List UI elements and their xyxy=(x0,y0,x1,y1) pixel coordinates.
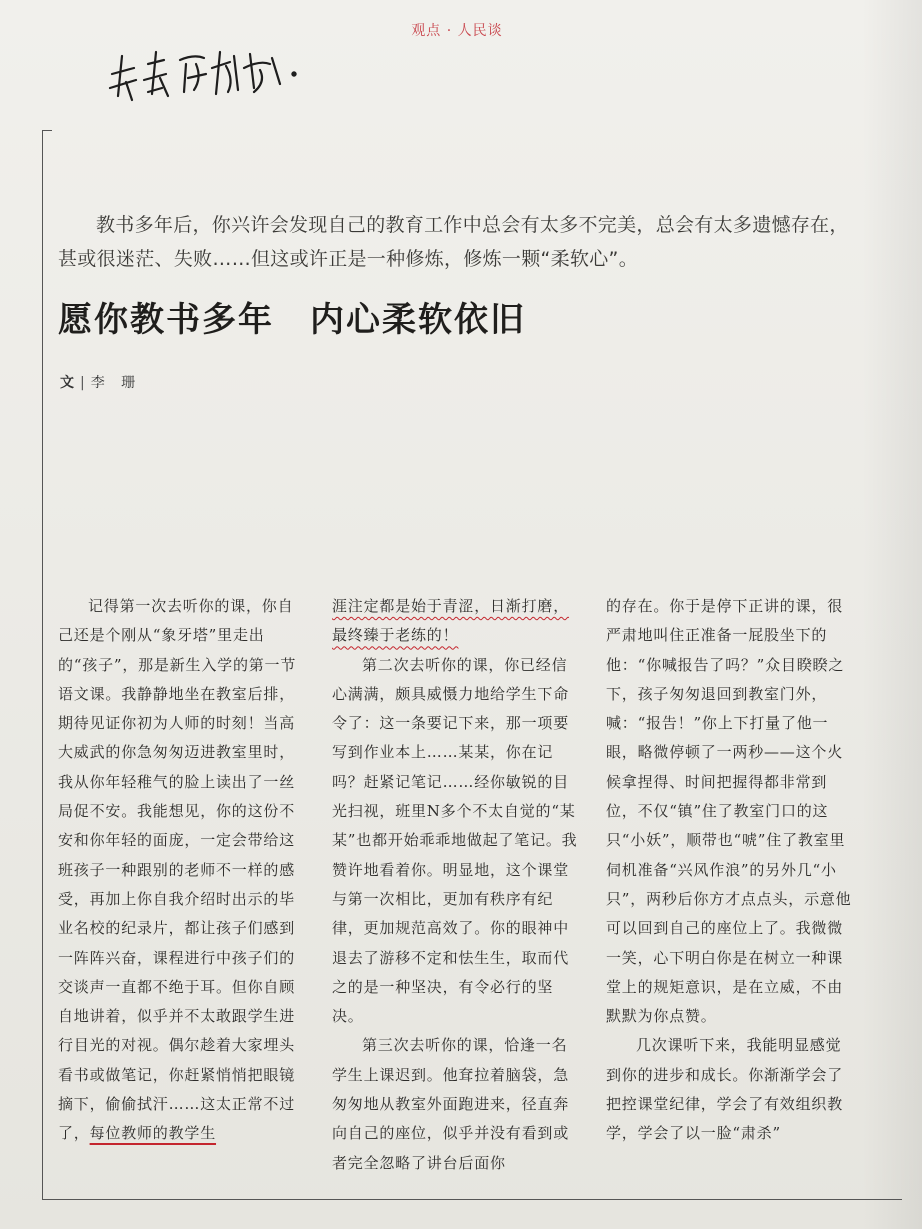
paragraph xyxy=(332,592,578,651)
byline-author: 李 珊 xyxy=(90,375,142,391)
text-column-1 xyxy=(58,592,304,1149)
frame-bottom-rule xyxy=(42,1199,902,1200)
text-column-3 xyxy=(606,592,852,1149)
text-column-2 xyxy=(332,592,578,1178)
paragraph: 的存在。你于是停下正讲的课，很严肃地叫住正准备一屁股坐下的他：“你喊报告了吗？”众目睽睽之下，孩子匆匆退回到教室门外，喊：“报告！”你上下打量了他一眼，略微停顿了一两秒——这个火候拿捏得、时间把握得都非常到位，不仅“镇”住了教室门口的这只“小妖”，顺带也“唬”住了教室里伺机准备“兴风作浪”的另外几“小只”，两秒后你方才点点头，示意他可以回到自己的座位上了。我微微一笑，心下明白你是在树立一种课堂上的规矩意识，是在立威，不由默默为你点赞。 xyxy=(606,597,852,1026)
paragraph xyxy=(58,592,304,1149)
article-title: 愿你教书多年 内心柔软依旧 xyxy=(58,300,526,340)
paragraph: 第三次去听你的课，恰逢一名学生上课迟到。他耷拉着脑袋，急匆匆地从教室外面跑进来，径直奔向自己的座位，似乎并没有看到或者完全忽略了讲台后面你 xyxy=(332,1036,570,1172)
frame-top-rule xyxy=(42,130,52,131)
handwritten-note xyxy=(104,34,304,114)
byline-label: 文 xyxy=(60,375,74,391)
page-shadow xyxy=(862,0,922,1229)
byline xyxy=(60,372,141,392)
section-label: 观点 · 人民谈 xyxy=(411,23,503,39)
intro-paragraph: 教书多年后，你兴许会发现自己的教育工作中总会有太多不完美，总会有太多遗憾存在，甚或很迷茫、失败……但这或许正是一种修炼，修炼一颗“柔软心”。 xyxy=(58,214,849,270)
underlined-text: 涯注定都是始于青涩，日渐打磨，最终臻于老练的！ xyxy=(332,597,570,645)
frame-left-rule xyxy=(42,130,43,1200)
paragraph-text: 记得第一次去听你的课，你自己还是个刚从“象牙塔”里走出的“孩子”，那是新生入学的第一节语文课。我静静地坐在教室后排，期待见证你初为人师的时刻！当高大威武的你急匆匆迈进教室里时，我从你年轻稚气的脸上读出了一丝局促不安。我能想见，你的这份不安和你年轻的面庞，一定会带给这班孩子一种跟别的老师不一样的感受，再加上你自我介绍时出示的毕业名校的纪录片，都让孩子们感到一阵阵兴奋，课程进行中孩子们的交谈声一直都不绝于耳。但你自顾自地讲着，似乎并不太敢跟学生进行目光的对视。偶尔趁着大家埋头看书或做笔记，你赶紧悄悄把眼镜摘下，偷偷拭汗……这太正常不过了， xyxy=(58,597,297,1143)
paragraph: 第二次去听你的课，你已经信心满满，颇具威慑力地给学生下命令了：这一条要记下来，那一项要写到作业本上……某某，你在记吗？赶紧记笔记……经你敏锐的目光扫视，班里N多个不太自觉的“某某”也都开始乖乖地做起了笔记。我赞许地看着你。明显地，这个课堂与第一次相比，更加有秩序有纪律，更加规范高效了。你的眼神中退去了游移不定和怯生生，取而代之的是一种坚决，有令必行的坚决。 xyxy=(332,655,578,1026)
byline-separator: | xyxy=(80,375,85,391)
paragraph: 几次课听下来，我能明显感觉到你的进步和成长。你渐渐学会了把控课堂纪律，学会了有效组织教学，学会了以一脸“肃杀” xyxy=(606,1036,844,1143)
underlined-text: 每位教师的教学生 xyxy=(89,1124,217,1143)
